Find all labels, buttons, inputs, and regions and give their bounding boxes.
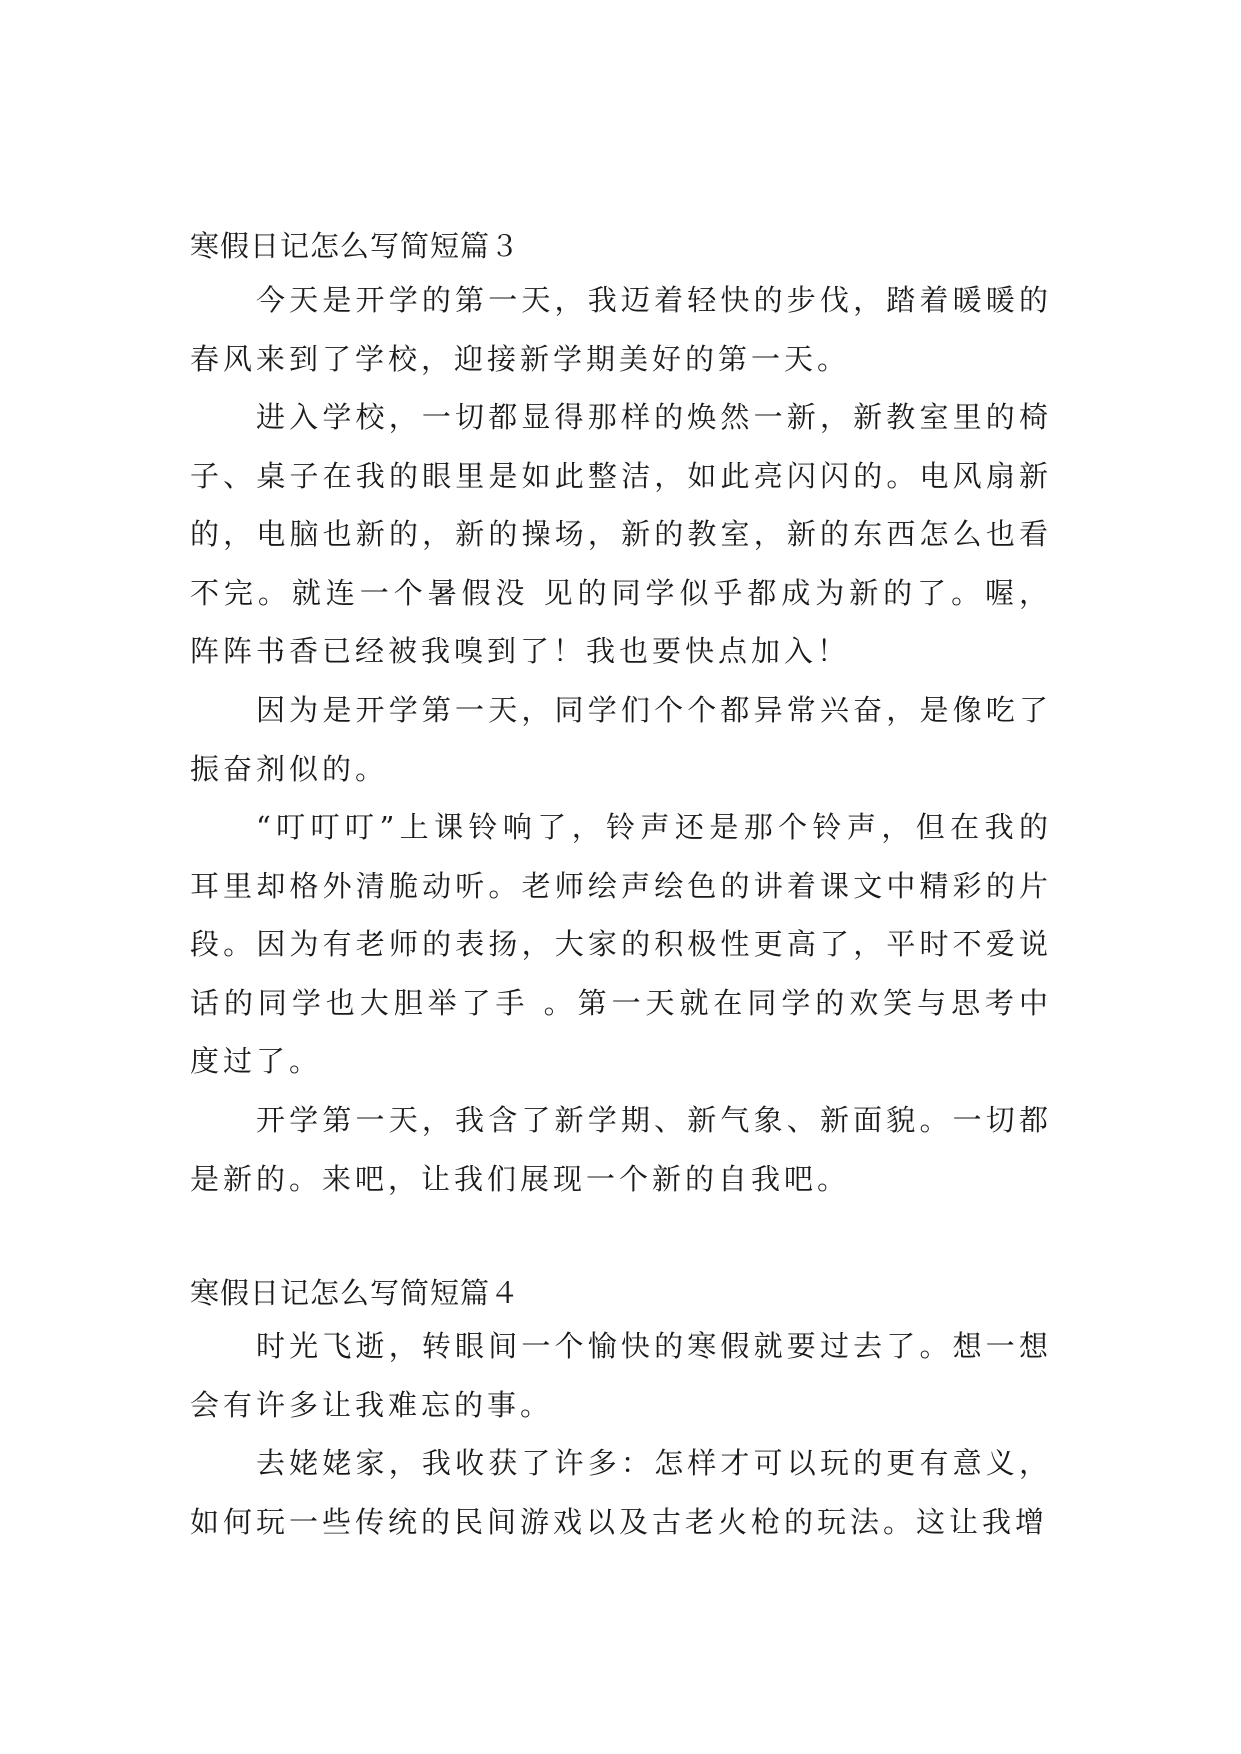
section-4-title: 寒假日记怎么写简短篇４ — [190, 1276, 521, 1310]
section-3-paragraph-3: 因为是开学第一天，同学们个个都异常兴奋，是像吃了振奋剂似的。 — [190, 693, 1052, 786]
section-3-paragraph-5: 开学第一天，我含了新学期、新气象、新面貌。一切都是新的。来吧，让我们展现一个新的自我吧。 — [190, 1103, 1052, 1196]
section-3-title: 寒假日记怎么写简短篇３ — [190, 229, 521, 263]
section-3-paragraph-1: 今天是开学的第一天，我迈着轻快的步伐，踏着暖暖的春风来到了学校，迎接新学期美好的第一天。 — [190, 283, 1052, 376]
section-3-paragraph-4: “叮叮叮”上课铃响了，铃声还是那个铃声，但在我的耳里却格外清脆动听。老师绘声绘色的讲着课文中精彩的片段。因为有老师的表扬，大家的积极性更高了，平时不爱说话的同学也大胆举了手 。第一天就在同学的欢笑与思考中度过了。 — [190, 810, 1052, 1078]
section-4-paragraph-1: 时光飞逝，转眼间一个愉快的寒假就要过去了。想一想会有许多让我难忘的事。 — [190, 1329, 1052, 1422]
section-4-paragraph-2: 去姥姥家，我收获了许多：怎样才可以玩的更有意义，如何玩一些传统的民间游戏以及古老火枪的玩法。这让我增 — [190, 1446, 1052, 1539]
section-3-paragraph-2: 进入学校，一切都显得那样的焕然一新，新教室里的椅子、桌子在我的眼里是如此整洁，如此亮闪闪的。电风扇新的，电脑也新的，新的操场，新的教室，新的东西怎么也看不完。就连一个暑假没 见的同学似乎都成为新的了。喔，阵阵书香已经被我嗅到了！我也要快点加入！ — [190, 400, 1052, 668]
